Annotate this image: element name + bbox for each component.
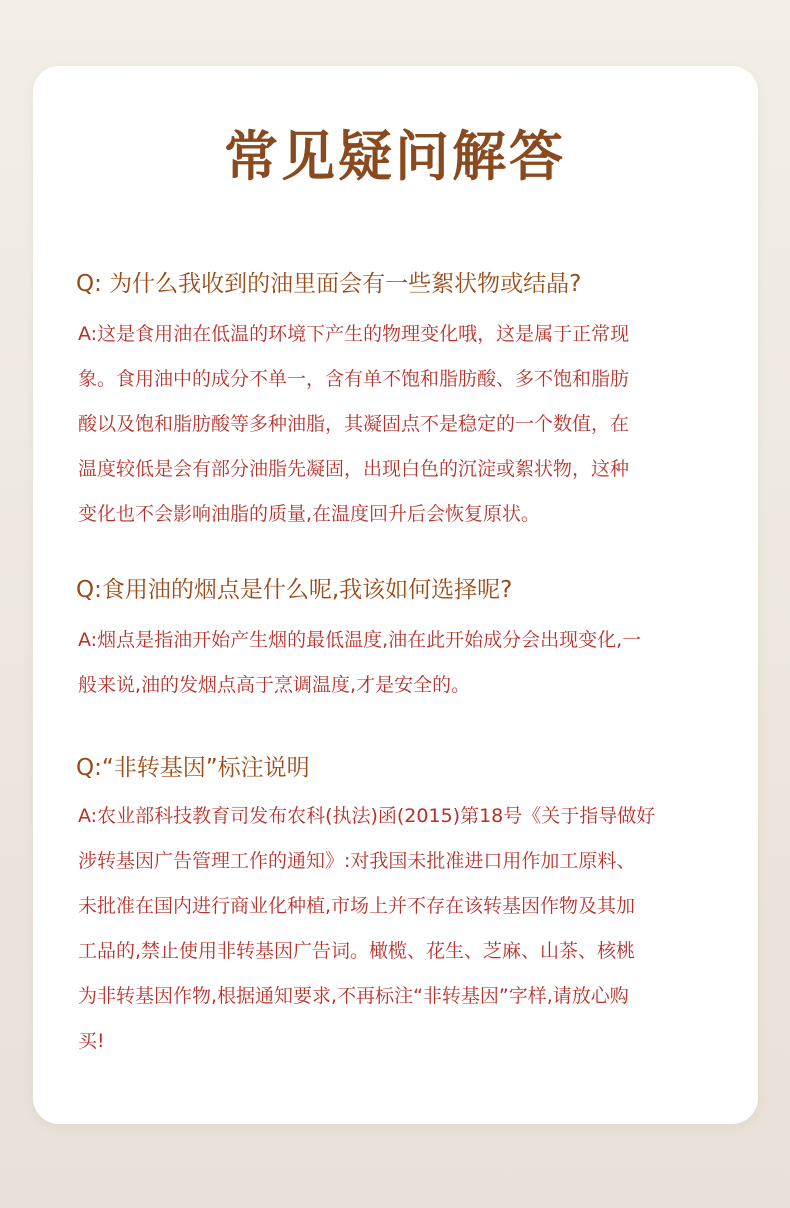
answer-line: 未批准在国内进行商业化种植,市场上并不存在该转基因作物及其加 bbox=[78, 895, 636, 917]
page-title: 常见疑问解答 bbox=[224, 125, 566, 188]
answer-line: 象。食用油中的成分不单一，含有单不饱和脂肪酸、多不饱和脂肪 bbox=[78, 368, 630, 390]
faq-question-3: Q:“非转基因”标注说明 bbox=[76, 755, 310, 781]
answer-line: A:烟点是指油开始产生烟的最低温度,油在此开始成分会出现变化,一 bbox=[78, 629, 642, 651]
answer-line: 酸以及饱和脂肪酸等多种油脂，其凝固点不是稳定的一个数值，在 bbox=[78, 413, 630, 435]
faq-answer-1 bbox=[78, 312, 718, 537]
answer-line: 涉转基因广告管理工作的通知》:对我国未批准进口用作加工原料、 bbox=[78, 850, 636, 872]
answer-line: 为非转基因作物,根据通知要求,不再标注“非转基因”字样,请放心购 bbox=[78, 985, 629, 1007]
answer-line: 般来说,油的发烟点高于烹调温度,才是安全的。 bbox=[78, 674, 471, 696]
faq-answer-2 bbox=[78, 618, 718, 708]
answer-line: A:农业部科技教育司发布农科(执法)函(2015)第18号《关于指导做好 bbox=[78, 805, 656, 827]
answer-line: 温度较低是会有部分油脂先凝固，出现白色的沉淀或絮状物，这种 bbox=[78, 458, 630, 480]
answer-line: A:这是食用油在低温的环境下产生的物理变化哦，这是属于正常现 bbox=[78, 323, 630, 345]
answer-line: 变化也不会影响油脂的质量,在温度回升后会恢复原状。 bbox=[78, 503, 541, 525]
faq-question-1: Q: 为什么我收到的油里面会有一些絮状物或结晶? bbox=[76, 271, 582, 297]
answer-line: 工品的,禁止使用非转基因广告词。橄榄、花生、芝麻、山茶、核桃 bbox=[78, 940, 636, 962]
answer-line: 买! bbox=[78, 1030, 105, 1052]
faq-answer-3 bbox=[78, 794, 718, 1064]
faq-question-2: Q:食用油的烟点是什么呢,我该如何选择呢? bbox=[76, 577, 513, 603]
